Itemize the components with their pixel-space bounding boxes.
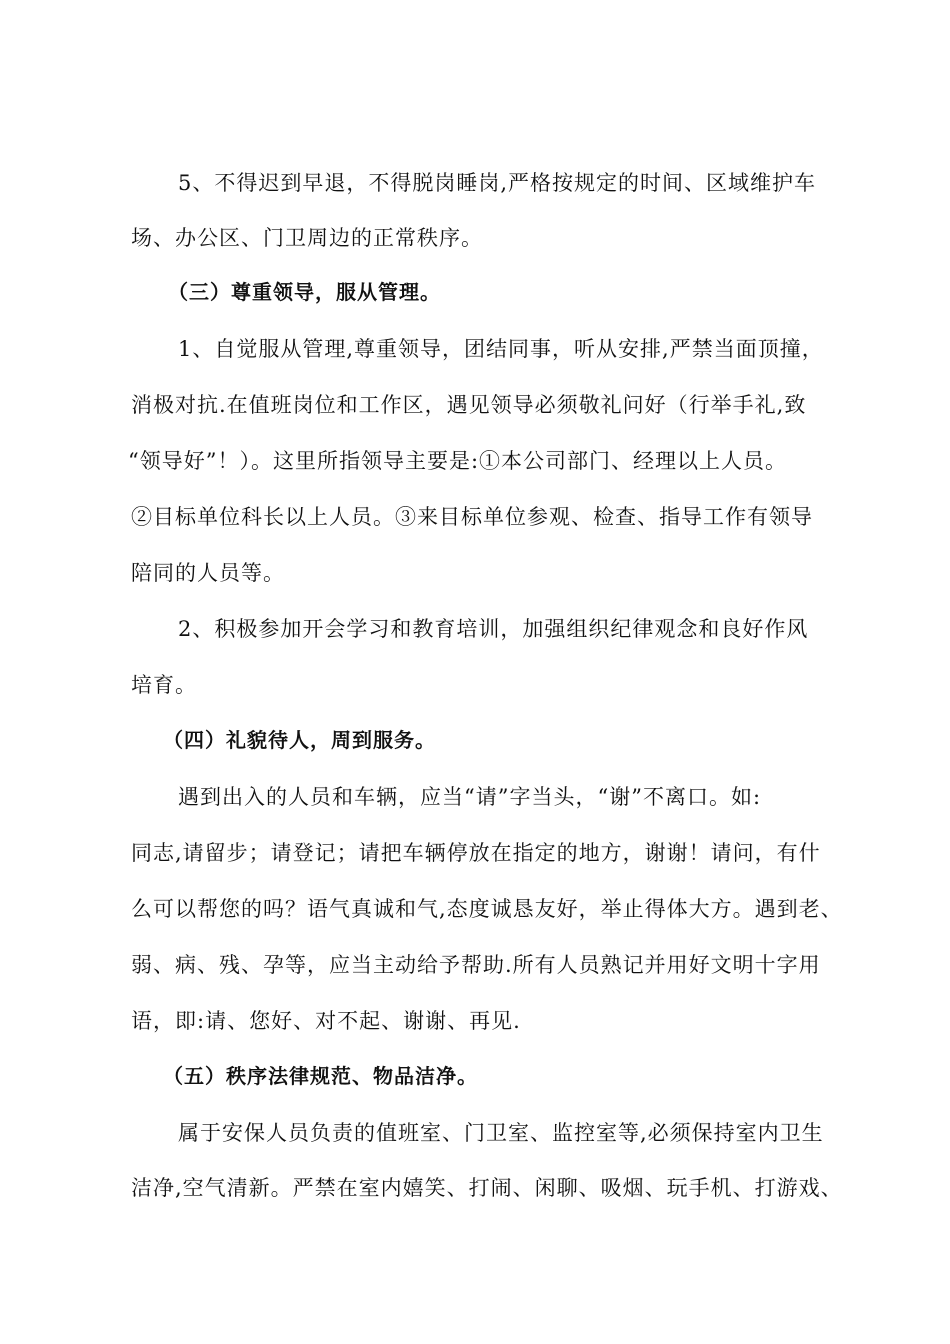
paragraph-line: 场、办公区、门卫周边的正常秩序。 — [131, 226, 483, 250]
section-heading-5: （五）秩序法律规范、物品洁净。 — [163, 1064, 478, 1088]
paragraph-line: 5、不得迟到早退，不得脱岗睡岗,严格按规定的时间、区域维护车 — [178, 171, 817, 195]
section-heading-4: （四）礼貌待人，周到服务。 — [163, 728, 436, 752]
section-heading-3: （三）尊重领导，服从管理。 — [168, 280, 441, 304]
paragraph-line: 遇到出入的人员和车辆，应当“请”字当头，“谢”不离口。如: — [178, 785, 762, 809]
paragraph-line: 么可以帮您的吗？语气真诚和气,态度诚恳友好，举止得体大方。遇到老、 — [131, 897, 843, 921]
paragraph-line: 属于安保人员负责的值班室、门卫室、监控室等,必须保持室内卫生 — [178, 1121, 824, 1145]
paragraph-line: 2、积极参加开会学习和教育培训，加强组织纪律观念和良好作风 — [178, 617, 809, 641]
paragraph-line: 同志,请留步；请登记；请把车辆停放在指定的地方，谢谢！请问，有什 — [131, 841, 821, 865]
paragraph-line: 陪同的人员等。 — [131, 561, 285, 585]
paragraph-line: 培育。 — [131, 673, 197, 697]
paragraph-line: “领导好”！）。这里所指领导主要是:①本公司部门、经理以上人员。 — [128, 449, 788, 473]
paragraph-line: 洁净,空气清新。严禁在室内嬉笑、打闹、闲聊、吸烟、玩手机、打游戏、 — [131, 1176, 843, 1200]
paragraph-line: 1、自觉服从管理,尊重领导，团结同事，听从安排,严禁当面顶撞， — [178, 337, 824, 361]
paragraph-line: 语，即:请、您好、对不起、谢谢、再见. — [131, 1009, 521, 1033]
paragraph-line: 消极对抗.在值班岗位和工作区，遇见领导必须敬礼问好（行举手礼,致 — [131, 393, 807, 417]
paragraph-line: 弱、病、残、孕等，应当主动给予帮助.所有人员熟记并用好文明十字用 — [131, 953, 821, 977]
paragraph-line: ②目标单位科长以上人员。③来目标单位参观、检查、指导工作有领导 — [131, 505, 813, 529]
